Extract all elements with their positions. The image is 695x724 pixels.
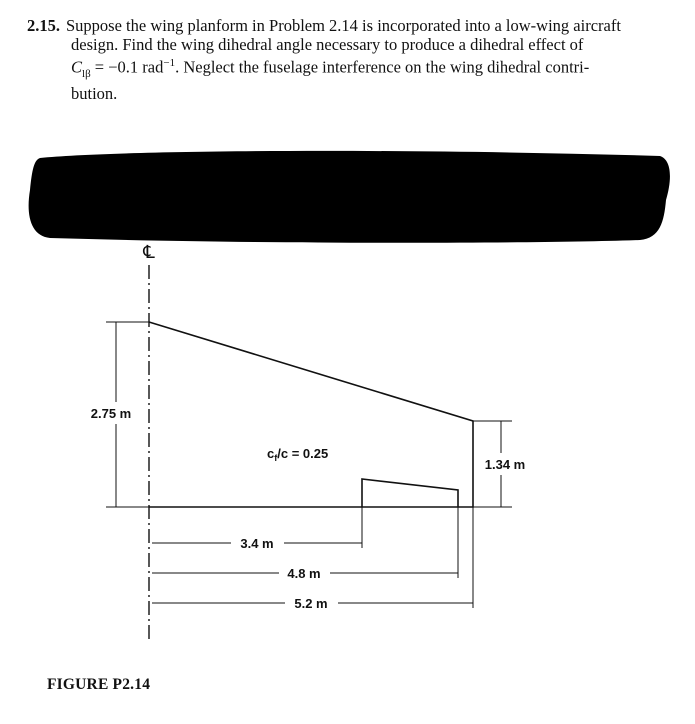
centerline-symbol: ℄ — [143, 242, 155, 263]
dim-flap-end-label: 4.8 m — [287, 566, 321, 581]
problem-line-4: bution. — [71, 83, 118, 103]
flap-outline — [362, 479, 458, 507]
problem-line-2: design. Find the wing dihedral angle necessary to produce a dihedral effect of — [71, 35, 584, 54]
dim-semispan-label: 5.2 m — [294, 596, 328, 611]
wing-outline — [149, 322, 473, 507]
figure-caption: FIGURE P2.14 — [47, 676, 151, 693]
problem-line-1: 2.15. Suppose the wing planform in Problem 2.14 is incorporated into a low-wing aircraft — [27, 16, 621, 35]
problem-line-3: $C_{l\beta} = -0.1$ rad$^{-1}$. Neglect the fuselage interference on the wing dihedral contri- — [71, 57, 590, 80]
flap-ratio-label: $c_f/c = 0.25$ — [267, 446, 329, 463]
dim-flap-start-label: 3.4 m — [240, 536, 274, 551]
problem-number: 2.15. — [27, 16, 60, 35]
root-chord-label: 2.75 m — [90, 406, 132, 421]
tip-chord-label: 1.34 m — [484, 457, 526, 472]
coefficient-exponent: −1 — [163, 57, 176, 69]
coefficient-symbol: C — [71, 57, 83, 77]
coefficient-subscript: lβ — [82, 67, 91, 80]
